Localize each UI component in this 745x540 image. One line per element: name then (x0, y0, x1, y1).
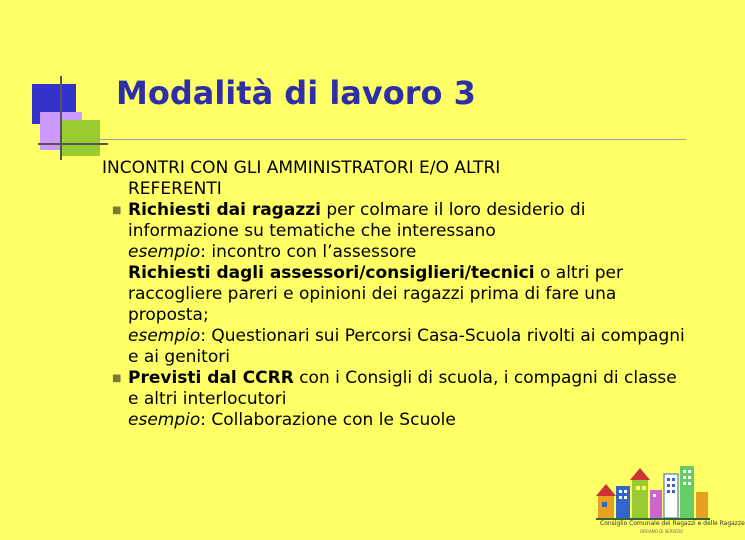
item-example (128, 410, 692, 431)
item-paragraph-2 (128, 263, 692, 326)
example-label-2: esempio (128, 326, 201, 346)
section-heading (102, 158, 692, 200)
decor-vertical-line (60, 76, 62, 160)
decor-horizontal-line (38, 143, 108, 145)
item-text: per colmare il loro desiderio di informazione su tematiche che interessano (128, 200, 586, 241)
example-text: : Collaborazione con le Scuole (200, 410, 456, 430)
item-text-2: o altri per raccogliere pareri e opinioni dei ragazzi prima di fare una proposta; (128, 263, 623, 325)
example-label: esempio (128, 242, 201, 262)
list-item (102, 200, 692, 368)
list-item (102, 368, 692, 431)
item-example-2 (128, 326, 692, 368)
logo-subcaption: ORGANO DI SERVIZIO (640, 529, 684, 534)
title-underline (98, 139, 686, 140)
item-bold-2: Richiesti dagli assessori/consiglieri/tecnici (128, 263, 535, 283)
example-label: esempio (128, 410, 201, 430)
item-bold: Previsti dal CCRR (128, 368, 294, 388)
bullet-icon: ■ (112, 205, 122, 216)
bullet-icon: ■ (112, 373, 122, 384)
item-paragraph (128, 368, 692, 410)
logo-caption: Consiglio Comunale dei Ragazzi e delle Ragazze (600, 520, 745, 527)
example-text-2: : Questionari sui Percorsi Casa-Scuola rivolti ai compagni e ai genitori (128, 326, 685, 367)
item-bold: Richiesti dai ragazzi (128, 200, 321, 220)
heading-line-1: INCONTRI CON GLI AMMINISTRATORI E/O ALTRI (102, 158, 501, 178)
item-example (128, 242, 692, 263)
slide-title: Modalità di lavoro 3 (116, 74, 476, 112)
example-text: : incontro con l’assessore (200, 242, 417, 262)
item-paragraph (128, 200, 692, 242)
item-text: con i Consigli di scuola, i compagni di classe e altri interlocutori (128, 368, 677, 409)
slide-body (102, 158, 692, 431)
heading-line-2: REFERENTI (128, 179, 222, 199)
decor-green-square (62, 120, 100, 156)
